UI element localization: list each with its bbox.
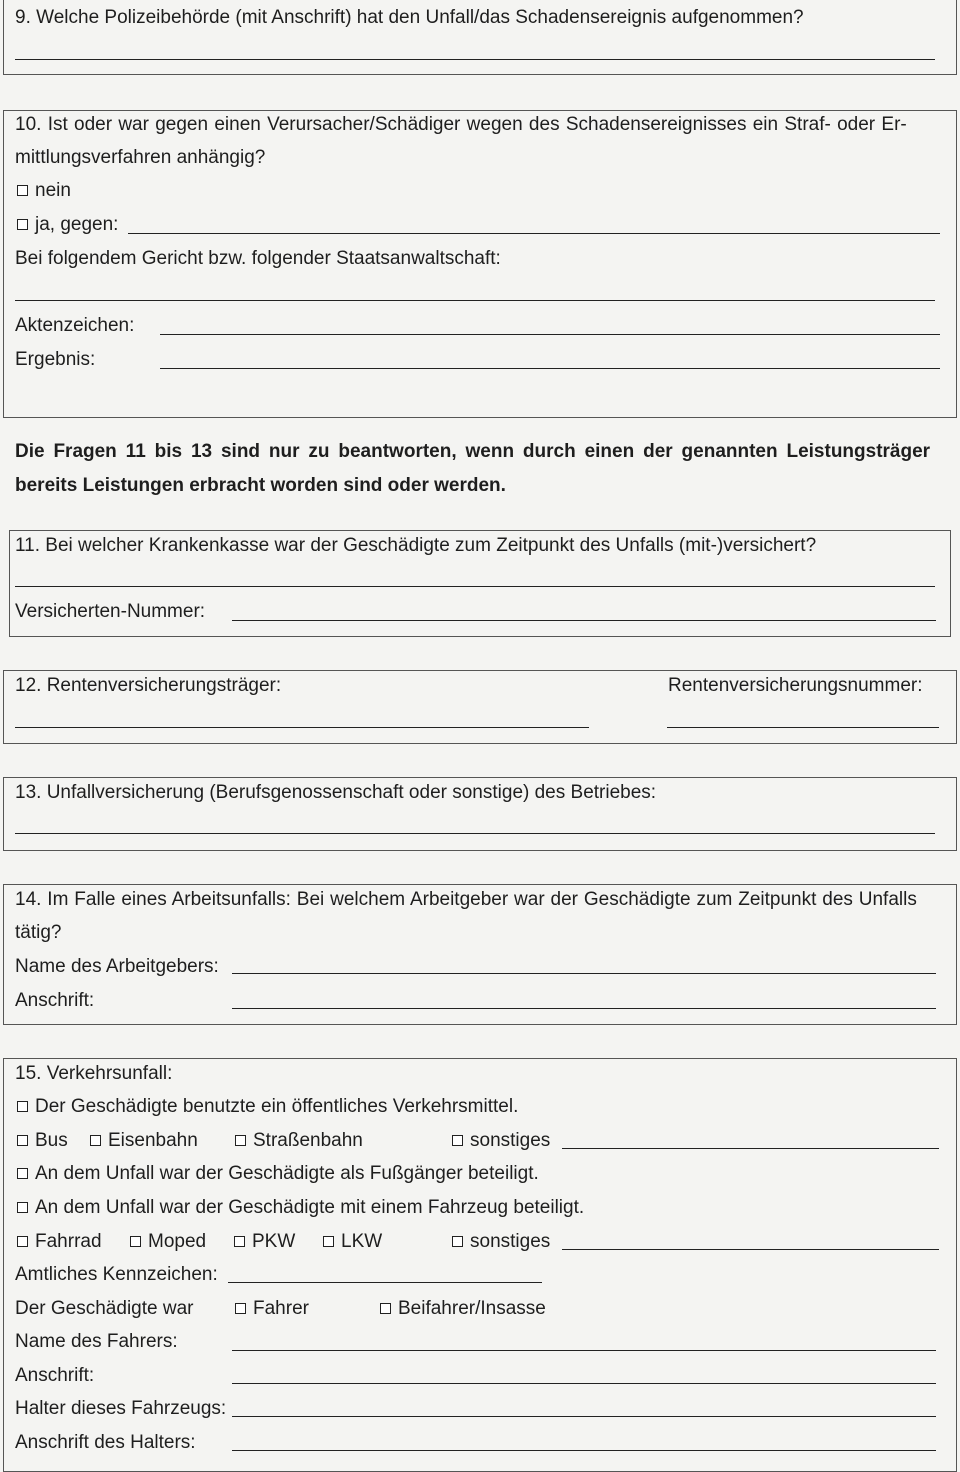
q15-fahrer-label: Fahrer (253, 1298, 309, 1319)
q15-kennzeichen-label: Amtliches Kennzeichen: (15, 1264, 218, 1285)
q10-ergebnis-line[interactable] (160, 368, 940, 369)
checkbox-icon (17, 1236, 28, 1247)
q15-geschaedigter-war-label: Der Geschädigte war (15, 1298, 194, 1319)
q15-option-sonstiges2[interactable] (452, 1231, 550, 1253)
q15-bus-label: Bus (35, 1130, 68, 1151)
q15-name-fahrer-label: Name des Fahrers: (15, 1331, 178, 1352)
q10-ja-label: ja, gegen: (35, 214, 119, 235)
q12-nummer-label: Rentenversicherungsnummer: (668, 675, 923, 696)
q15-title: 15. Verkehrsunfall: (15, 1063, 173, 1084)
checkbox-icon (130, 1236, 141, 1247)
q13-question: 13. Unfallversicherung (Berufsgenossenschaft oder sonstige) des Betriebes: (15, 782, 657, 803)
q15-option-eisenbahn[interactable] (90, 1130, 198, 1152)
q15-pkw-label: PKW (252, 1231, 296, 1252)
q10-aktenzeichen-label: Aktenzeichen: (15, 315, 135, 336)
q10-gericht-line[interactable] (15, 300, 935, 301)
q14-question-line1: 14. Im Falle eines Arbeitsunfalls: Bei welchem Arbeitgeber war der Geschädigte zum Zeitpunkt des Unfalls (15, 889, 917, 910)
q10-option-nein[interactable] (17, 180, 71, 202)
q15-option-lkw[interactable] (323, 1231, 382, 1253)
checkbox-icon (323, 1236, 334, 1247)
note-line1: Die Fragen 11 bis 13 sind nur zu beantworten, wenn durch einen der genannten Leistungsträger (15, 441, 931, 462)
q14-question-line2: tätig? (15, 922, 62, 943)
q15-option-oeffentlich[interactable] (17, 1096, 518, 1118)
checkbox-icon (17, 1202, 28, 1213)
q15-option-strassenbahn[interactable] (235, 1130, 363, 1152)
q10-question-line2: mittlungsverfahren anhängig? (15, 147, 266, 168)
q15-option-sonstiges1[interactable] (452, 1130, 550, 1152)
q14-name-label: Name des Arbeitgebers: (15, 956, 219, 977)
q12-question: 12. Rentenversicherungsträger: (15, 675, 282, 696)
q15-option-fahrrad[interactable] (17, 1231, 102, 1253)
q15-oeffentlich-label: Der Geschädigte benutzte ein öffentliches Verkehrsmittel. (35, 1096, 519, 1117)
q11-nummer-label: Versicherten-Nummer: (15, 601, 206, 622)
q15-moped-label: Moped (148, 1231, 207, 1252)
checkbox-icon (17, 1101, 28, 1112)
q10-nein-label: nein (35, 180, 71, 201)
q15-halter-line[interactable] (232, 1416, 936, 1417)
checkbox-icon (235, 1135, 246, 1146)
q12-traeger-line[interactable] (15, 727, 589, 728)
q15-strassenbahn-label: Straßenbahn (253, 1130, 363, 1151)
q11-nummer-line[interactable] (232, 620, 936, 621)
q15-option-fahrer[interactable] (235, 1298, 309, 1320)
q10-gericht-label: Bei folgendem Gericht bzw. folgender Staatsanwaltschaft: (15, 248, 501, 269)
q15-anschrift-line[interactable] (232, 1383, 936, 1384)
q12-nummer-line[interactable] (667, 727, 939, 728)
q15-name-fahrer-line[interactable] (232, 1350, 936, 1351)
q15-beifahrer-label: Beifahrer/Insasse (398, 1298, 546, 1319)
q9-answer-line[interactable] (15, 59, 935, 60)
checkbox-icon (380, 1303, 391, 1314)
q9-question: 9. Welche Polizeibehörde (mit Anschrift) hat den Unfall/das Schadensereignis aufgenommen? (15, 7, 804, 28)
q13-answer-line[interactable] (15, 833, 935, 834)
checkbox-icon (17, 1135, 28, 1146)
q14-anschrift-line[interactable] (232, 1008, 936, 1009)
q10-option-ja[interactable] (17, 214, 118, 236)
q15-anschrift-halter-line[interactable] (232, 1450, 936, 1451)
q15-option-fahrzeug[interactable] (17, 1197, 584, 1219)
checkbox-icon (17, 1168, 28, 1179)
q15-option-fussgaenger[interactable] (17, 1163, 539, 1185)
q10-question-line1: 10. Ist oder war gegen einen Verursacher/Schädiger wegen des Schadensereignisses ein Straf- oder Er- (15, 114, 907, 135)
q15-anschrift-label: Anschrift: (15, 1365, 95, 1386)
q15-sonstiges1-label: sonstiges (470, 1130, 551, 1151)
q10-ergebnis-label: Ergebnis: (15, 349, 96, 370)
checkbox-icon (17, 185, 28, 196)
q10-ja-gegen-line[interactable] (128, 233, 940, 234)
q15-halter-label: Halter dieses Fahrzeugs: (15, 1398, 227, 1419)
checkbox-icon (452, 1236, 463, 1247)
q10-aktenzeichen-line[interactable] (160, 334, 940, 335)
note-line2: bereits Leistungen erbracht worden sind oder werden. (15, 475, 506, 496)
q15-sonstiges2-label: sonstiges (470, 1231, 551, 1252)
q15-fahrzeug-label: An dem Unfall war der Geschädigte mit einem Fahrzeug beteiligt. (35, 1197, 585, 1218)
checkbox-icon (235, 1303, 246, 1314)
checkbox-icon (90, 1135, 101, 1146)
q15-option-bus[interactable] (17, 1130, 68, 1152)
q15-sonstiges2-line[interactable] (562, 1249, 939, 1250)
q11-question: 11. Bei welcher Krankenkasse war der Geschädigte zum Zeitpunkt des Unfalls (mit-)versichert? (15, 535, 817, 556)
checkbox-icon (17, 219, 28, 230)
q15-option-pkw[interactable] (234, 1231, 295, 1253)
q15-lkw-label: LKW (341, 1231, 383, 1252)
q15-sonstiges1-line[interactable] (562, 1148, 939, 1149)
checkbox-icon (234, 1236, 245, 1247)
q14-name-line[interactable] (232, 973, 936, 974)
q15-option-beifahrer[interactable] (380, 1298, 546, 1320)
q15-eisenbahn-label: Eisenbahn (108, 1130, 198, 1151)
q15-anschrift-halter-label: Anschrift des Halters: (15, 1432, 196, 1453)
q15-option-moped[interactable] (130, 1231, 206, 1253)
q15-kennzeichen-line[interactable] (228, 1282, 542, 1283)
checkbox-icon (452, 1135, 463, 1146)
q14-anschrift-label: Anschrift: (15, 990, 95, 1011)
q15-fussgaenger-label: An dem Unfall war der Geschädigte als Fußgänger beteiligt. (35, 1163, 539, 1184)
q11-krankenkasse-line[interactable] (15, 586, 935, 587)
q15-fahrrad-label: Fahrrad (35, 1231, 102, 1252)
